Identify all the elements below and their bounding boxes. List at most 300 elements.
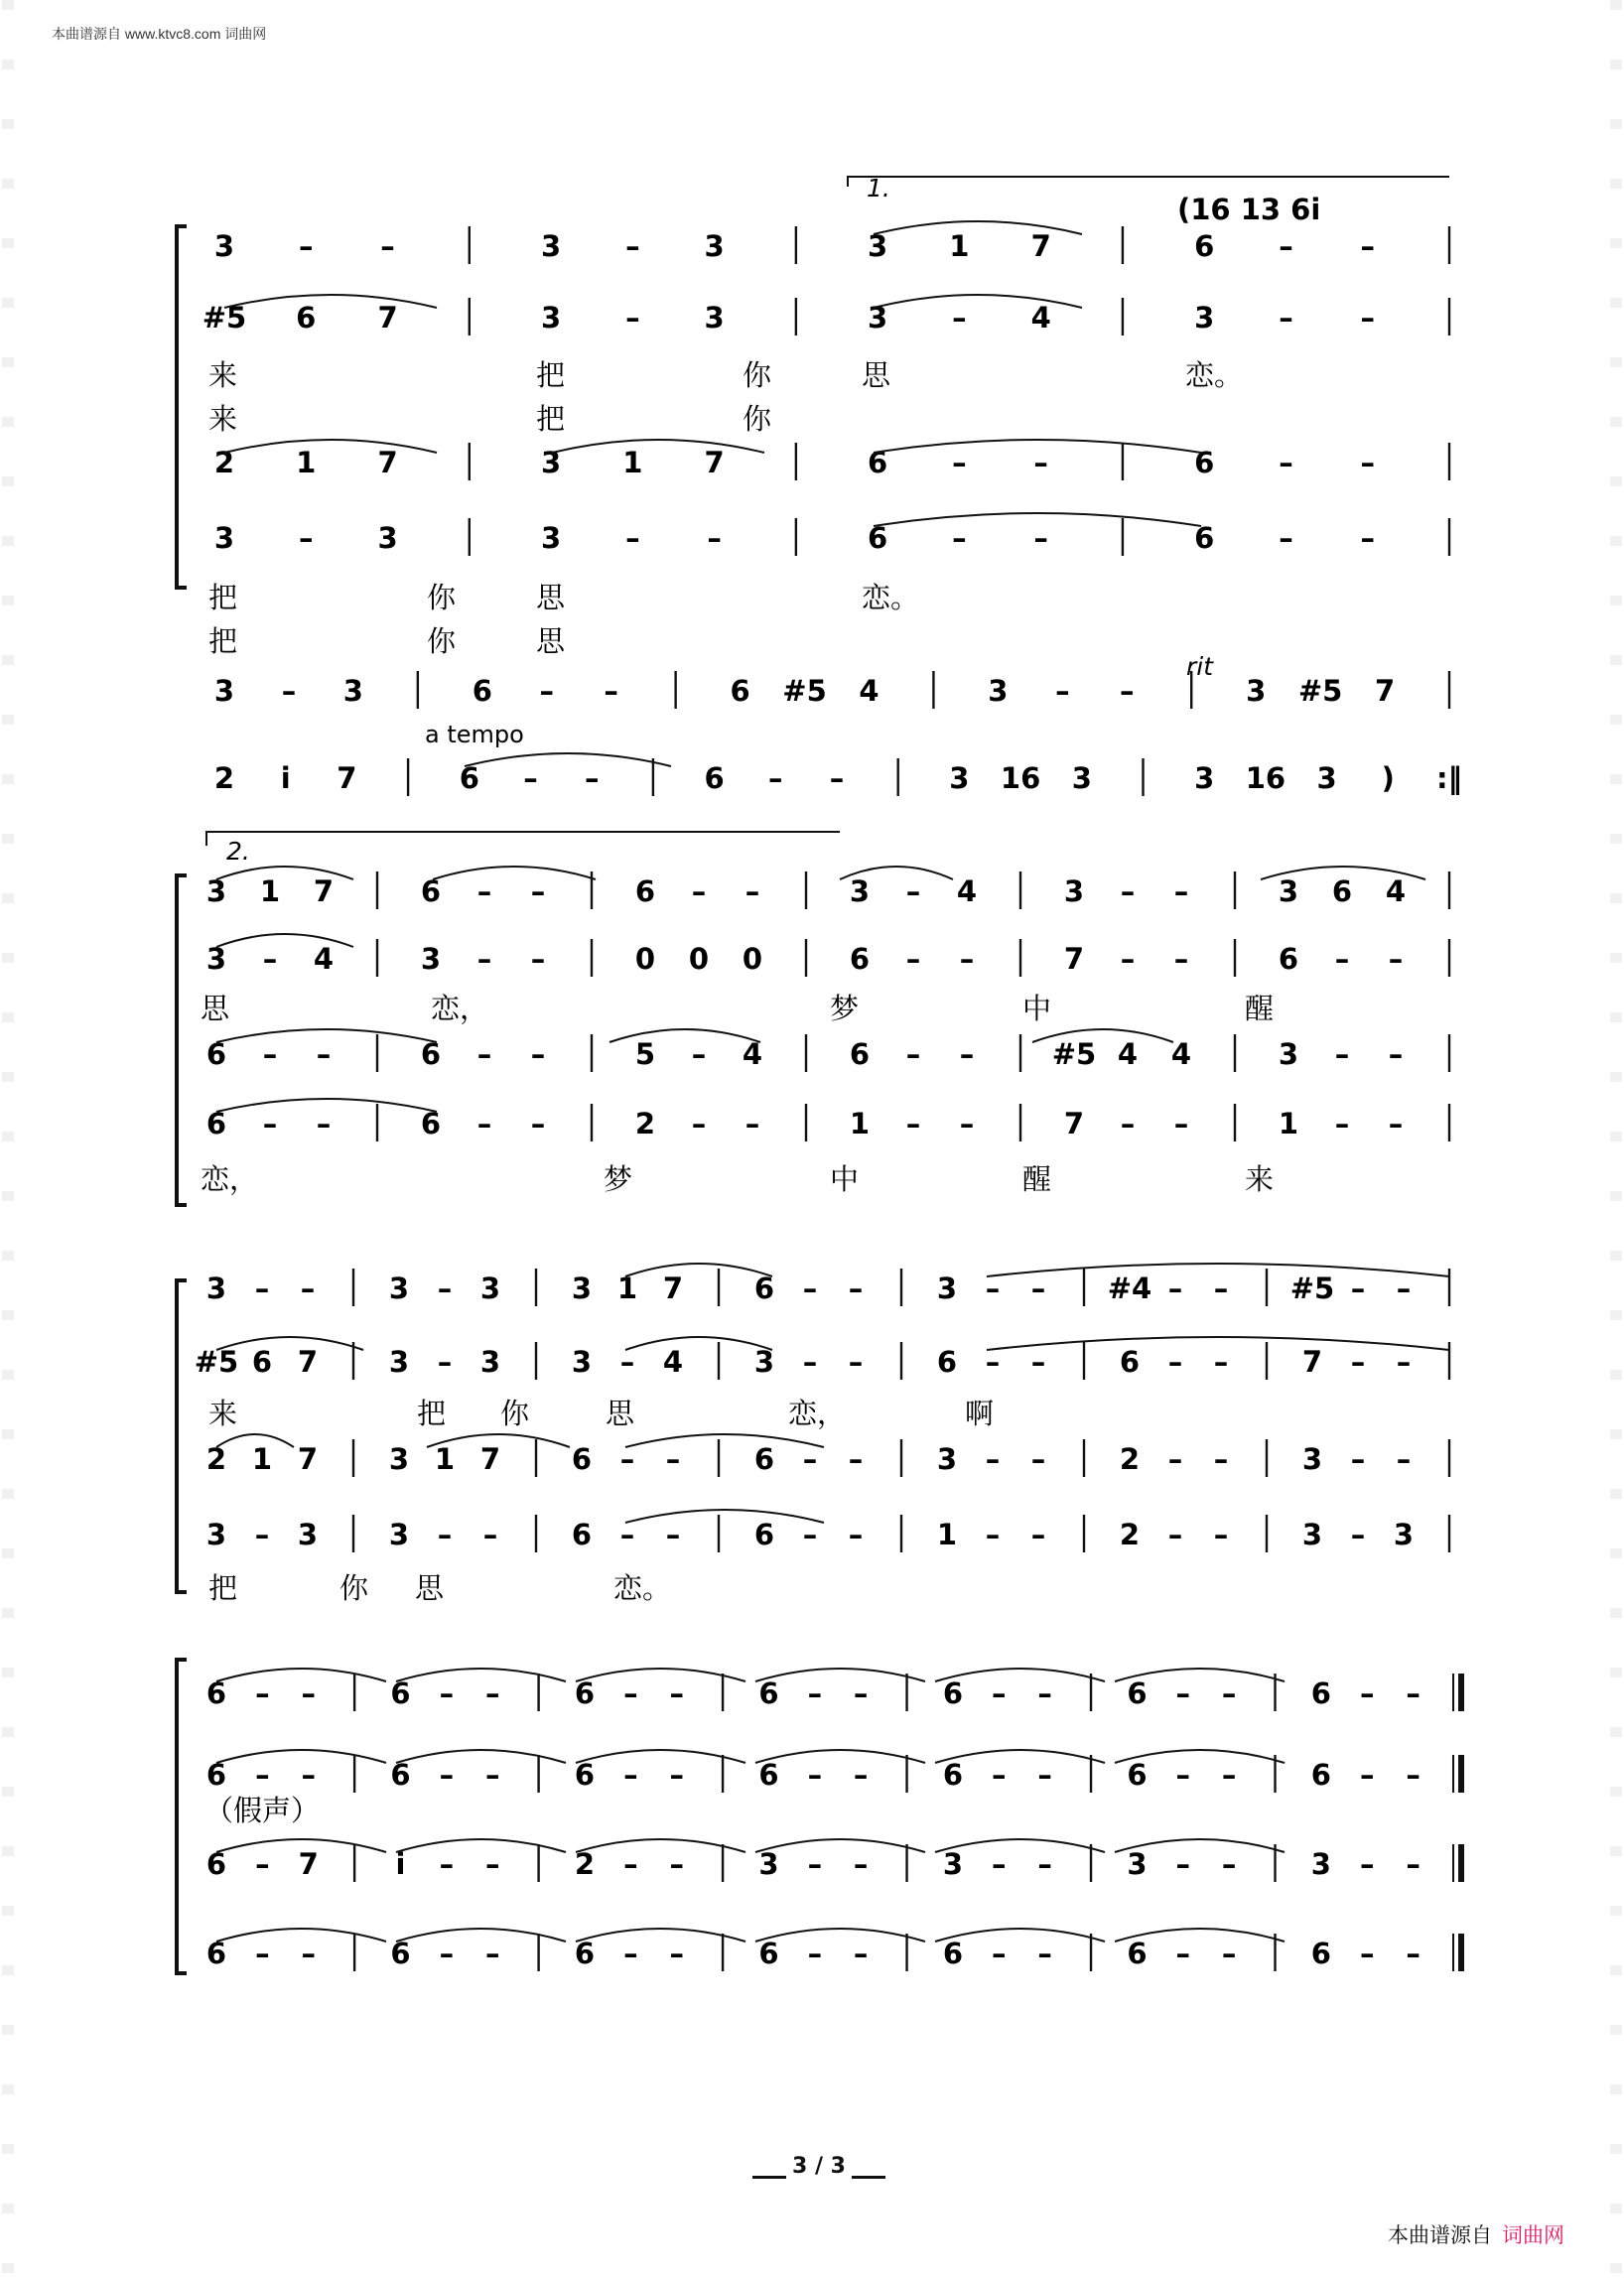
system4-row1-note: –	[1175, 1676, 1191, 1710]
system4-row2-note: –	[853, 1758, 869, 1792]
system4-row2-note: –	[484, 1758, 500, 1792]
system2-row1-note: 4	[956, 874, 978, 908]
interlude-row1-note: 3	[988, 674, 1009, 708]
system2-row2-note: –	[959, 942, 975, 976]
system3-row3-note: 2	[205, 1442, 227, 1476]
system3-row2-note: –	[437, 1345, 453, 1379]
system3-row2-note: 6	[251, 1345, 273, 1379]
system2-row1-note: 7	[313, 874, 335, 908]
system4-row1-note: 6	[758, 1676, 779, 1710]
system3-row3-note: –	[665, 1442, 681, 1476]
system1-row1-note: 7	[1030, 229, 1051, 263]
system1-row4-note: –	[1033, 521, 1048, 555]
system1-row1-note: –	[1279, 229, 1293, 263]
slur	[396, 1839, 566, 1852]
volta-1-label: 1.	[867, 174, 890, 202]
system1-row1-note: –	[299, 229, 314, 263]
system3-row1-note: 3	[205, 1272, 227, 1305]
system4-row2-note: –	[1175, 1758, 1191, 1792]
system1-lyric-a: 来	[208, 358, 238, 392]
system2-row3-note: 4	[742, 1037, 763, 1071]
system1-lyric-d: 你	[427, 624, 457, 658]
slur	[755, 1929, 925, 1942]
system1-row3-note: –	[1033, 446, 1048, 479]
system4-row4-note: –	[853, 1937, 869, 1970]
system1-row1-note: 3	[213, 229, 235, 263]
system3-row2-note: 3	[388, 1345, 410, 1379]
system3-row3-note: –	[619, 1442, 635, 1476]
system3-row1-note: –	[848, 1272, 864, 1305]
interlude-row1-note: 6	[730, 674, 750, 708]
system3-row1-note: #4	[1107, 1272, 1152, 1305]
system4-row2-note: –	[439, 1758, 455, 1792]
system1-row1-note: –	[380, 229, 395, 263]
system2-row4-note: –	[1388, 1107, 1404, 1140]
system4-row4-note: –	[1221, 1937, 1237, 1970]
interlude-row2-note: –	[584, 761, 600, 795]
system4-row2-note: 6	[574, 1758, 596, 1792]
system3-lyric-top: 来	[208, 1397, 238, 1430]
system2-row3-note: 4	[1117, 1037, 1139, 1071]
system1-lyric-a: 恋。	[1185, 358, 1244, 392]
system4-row3-note: i	[395, 1847, 406, 1881]
system-bracket	[177, 1280, 187, 1592]
system2-row4-note: –	[691, 1107, 707, 1140]
system4-row4-note: 6	[390, 1937, 411, 1970]
interlude-row2-note: 2	[213, 761, 235, 795]
system2-row1-note: 4	[1385, 874, 1407, 908]
system4-row4-note: –	[301, 1937, 316, 1970]
system1-row2-note: 4	[1030, 301, 1051, 335]
system1-row1-note: 6	[1194, 229, 1215, 263]
system4-row2-note: –	[669, 1758, 684, 1792]
system2-row2-note: 4	[313, 942, 335, 976]
system3-row1-note: –	[985, 1272, 1001, 1305]
system1-row2-note: 3	[540, 301, 562, 335]
system-bracket	[177, 226, 187, 588]
system4-row3-note: –	[1175, 1847, 1191, 1881]
system2-row3-note: 4	[1170, 1037, 1192, 1071]
system4-row4-note: 6	[205, 1937, 227, 1970]
system3-row1-note: –	[300, 1272, 316, 1305]
system4-row2-note: 6	[942, 1758, 964, 1792]
system3-row1-note: 3	[479, 1272, 501, 1305]
system4-row1-note: –	[1360, 1676, 1375, 1710]
system1-row4-note: –	[1360, 521, 1375, 555]
system2-row4-note: –	[959, 1107, 975, 1140]
interlude-row2-note: 16	[1000, 761, 1041, 795]
system1-row3-note: 7	[377, 446, 398, 479]
system2-row4-note: –	[1120, 1107, 1136, 1140]
system2-row4-note: 7	[1063, 1107, 1085, 1140]
system2-row1-note: –	[530, 874, 546, 908]
system2-row4-note: –	[262, 1107, 278, 1140]
system2-row1-note: 3	[849, 874, 871, 908]
system3-row1-note: –	[1350, 1272, 1366, 1305]
system1-row2-note: 3	[1194, 301, 1215, 335]
system2-row3-note: 6	[205, 1037, 227, 1071]
system1-lyric-a: 思	[862, 358, 891, 392]
slur	[396, 1750, 566, 1763]
system4-row1-note: –	[301, 1676, 316, 1710]
system3-row3-note: 2	[1119, 1442, 1141, 1476]
system3-row4-note: 3	[1393, 1518, 1415, 1551]
system1-lyric-d: 思	[536, 624, 566, 658]
system4-row3-note: 3	[1127, 1847, 1148, 1881]
system4-row4-note: –	[1406, 1937, 1421, 1970]
intro-motif: (16 13 6i	[1177, 193, 1321, 226]
system1-lyric-b: 来	[208, 402, 238, 436]
a-tempo-marking: a tempo	[425, 721, 524, 748]
system1-row2-note: 3	[704, 301, 725, 335]
system3-lyric-top: 把	[417, 1397, 447, 1430]
system3-row4-note: –	[482, 1518, 498, 1551]
interlude-row2-note: 3	[1316, 761, 1337, 795]
system2-row2-note: –	[1334, 942, 1350, 976]
system2-row3-note: –	[1388, 1037, 1404, 1071]
system4-row3-note: –	[992, 1847, 1007, 1881]
interlude-row1-note: –	[1120, 674, 1135, 708]
system2-lyric-top: 思	[201, 992, 230, 1025]
system3-row3-note: 1	[251, 1442, 273, 1476]
slur	[625, 1264, 772, 1276]
footer-site-link[interactable]: 词曲网	[1502, 2223, 1564, 2247]
system2-lyric-bottom: 醒	[1022, 1162, 1052, 1196]
system4-row1-note: –	[853, 1676, 869, 1710]
interlude-row2-note: 6	[459, 761, 479, 795]
slur	[625, 1510, 824, 1523]
interlude-row1-note: 3	[1246, 674, 1267, 708]
system3-row2-note: 3	[479, 1345, 501, 1379]
system4-row4-note: 6	[758, 1937, 779, 1970]
system2-row3-note: –	[530, 1037, 546, 1071]
system3-row1-note: 3	[388, 1272, 410, 1305]
system3-row3-note: 3	[1301, 1442, 1323, 1476]
slur	[576, 1750, 745, 1763]
system3-lyric-top: 思	[606, 1397, 635, 1430]
system2-row1-note: 3	[205, 874, 227, 908]
system2-row3-note: 3	[1278, 1037, 1299, 1071]
system4-row4-note: –	[1360, 1937, 1375, 1970]
system2-row2-note: 0	[742, 942, 763, 976]
system3-row4-note: –	[848, 1518, 864, 1551]
system4-row1-note: –	[484, 1676, 500, 1710]
system3-row3-note: –	[1396, 1442, 1412, 1476]
system1-lyric-c: 你	[427, 581, 457, 614]
system3-row4-note: –	[1167, 1518, 1183, 1551]
interlude-row2-note: 16	[1245, 761, 1286, 795]
system3-row2-note: –	[619, 1345, 635, 1379]
system1-row3-note: 6	[868, 446, 888, 479]
system2-row4-note: 6	[205, 1107, 227, 1140]
system3-row3-note: 3	[388, 1442, 410, 1476]
system3-row2-note: –	[1030, 1345, 1046, 1379]
system3-row2-note: –	[1350, 1345, 1366, 1379]
system3-row2-note: –	[985, 1345, 1001, 1379]
system4-row3-note: –	[669, 1847, 684, 1881]
system4-row1-note: 6	[942, 1676, 964, 1710]
system3-lyric-bottom: 你	[339, 1571, 369, 1605]
interlude-row1-note: 3	[342, 674, 363, 708]
system2-row1-note: –	[476, 874, 492, 908]
slur	[609, 1029, 760, 1042]
interlude-row1-note: 4	[859, 674, 880, 708]
system2-row2-note: 0	[688, 942, 710, 976]
system3-row2-note: –	[1213, 1345, 1229, 1379]
system1-row1-note: 3	[868, 229, 888, 263]
footer-source	[1388, 2219, 1564, 2249]
slur	[433, 867, 596, 879]
system4-row2-note: 6	[205, 1758, 227, 1792]
system1-row2-note: #5	[202, 301, 247, 335]
interlude-row2-note: i	[280, 761, 291, 795]
system3-row4-note: –	[1213, 1518, 1229, 1551]
system1-row3-note: 6	[1194, 446, 1215, 479]
system4-row4-note: 6	[942, 1937, 964, 1970]
system3-row1-note: –	[1396, 1272, 1412, 1305]
falsetto-marking: （假声）	[204, 1794, 321, 1827]
system4-row3-note: –	[439, 1847, 455, 1881]
system4-row4-note: 6	[1127, 1937, 1148, 1970]
system2-row4-note: –	[476, 1107, 492, 1140]
slur	[576, 1929, 745, 1942]
system1-row2-note: 6	[296, 301, 317, 335]
system3-row2-note: –	[802, 1345, 818, 1379]
system4-row2-note: 6	[1127, 1758, 1148, 1792]
system1-row3-note: 2	[213, 446, 235, 479]
system3-row1-note: 3	[571, 1272, 593, 1305]
system4-row3-note: 6	[205, 1847, 227, 1881]
system2-row4-note: –	[905, 1107, 921, 1140]
system2-row4-note: 1	[849, 1107, 871, 1140]
interlude-row2-note: 3	[1071, 761, 1092, 795]
system1-lyric-b: 把	[536, 402, 566, 436]
interlude-row2-note: –	[829, 761, 845, 795]
system2-lyric-bottom: 梦	[604, 1162, 633, 1196]
system1-row1-note: 3	[704, 229, 725, 263]
system4-row1-note: –	[669, 1676, 684, 1710]
slur	[625, 1337, 772, 1350]
slur	[224, 440, 437, 453]
system1-row4-note: 6	[1194, 521, 1215, 555]
system3-row4-note: –	[254, 1518, 270, 1551]
slur	[576, 1669, 745, 1681]
system2-row4-note: 2	[634, 1107, 656, 1140]
system1-row3-note: –	[1360, 446, 1375, 479]
system1-lyric-a: 把	[536, 358, 566, 392]
system4-row2-note: –	[1360, 1758, 1375, 1792]
system3-row3-note: 3	[936, 1442, 958, 1476]
system3-row4-note: –	[1350, 1518, 1366, 1551]
system3-row3-note: –	[802, 1442, 818, 1476]
system2-lyric-bottom: 来	[1245, 1162, 1275, 1196]
slur	[576, 1839, 745, 1852]
system3-row4-note: 6	[753, 1518, 775, 1551]
interlude-row2-note: )	[1381, 761, 1395, 795]
system2-lyric-top: 醒	[1245, 992, 1275, 1025]
system4-row3-note: –	[1221, 1847, 1237, 1881]
interlude-row1-note: –	[604, 674, 618, 708]
system3-row4-note: –	[802, 1518, 818, 1551]
system4-row2-note: 6	[390, 1758, 411, 1792]
system2-row1-note: –	[1120, 874, 1136, 908]
interlude-row2-note: –	[768, 761, 783, 795]
interlude-row2-note: –	[523, 761, 538, 795]
system3-row4-note: –	[1030, 1518, 1046, 1551]
system2-row3-note: 6	[849, 1037, 871, 1071]
system4-row2-note: –	[623, 1758, 638, 1792]
system4-row2-note: –	[1037, 1758, 1052, 1792]
system4-row3-note: –	[807, 1847, 823, 1881]
volta-1-bracket	[848, 177, 1449, 187]
system4-row1-note: 6	[205, 1676, 227, 1710]
system2-row3-note: –	[262, 1037, 278, 1071]
system3-row4-note: –	[985, 1518, 1001, 1551]
interlude-row2-note: :‖	[1435, 761, 1463, 795]
system4-row2-note: 6	[758, 1758, 779, 1792]
system2-row4-note: –	[316, 1107, 332, 1140]
system2-lyric-top: 梦	[830, 992, 860, 1025]
system3-row2-note: 7	[1301, 1345, 1323, 1379]
slur	[755, 1750, 925, 1763]
system3-row3-note: 1	[434, 1442, 456, 1476]
page-number: 3 / 3	[746, 2154, 891, 2179]
system2-lyric-top: 中	[1022, 992, 1052, 1025]
system4-row3-note: –	[1037, 1847, 1052, 1881]
system2-row3-note: –	[905, 1037, 921, 1071]
system2-row2-note: –	[1388, 942, 1404, 976]
system1-lyric-a: 你	[743, 358, 772, 392]
system3-row1-note: 7	[662, 1272, 684, 1305]
system1-row4-note: –	[1279, 521, 1293, 555]
system2-row4-note: 1	[1278, 1107, 1299, 1140]
system3-row2-note: #5	[194, 1345, 239, 1379]
system3-row2-note: 3	[753, 1345, 775, 1379]
system2-row2-note: –	[905, 942, 921, 976]
system4-row3-note: –	[1406, 1847, 1421, 1881]
system2-row2-note: 7	[1063, 942, 1085, 976]
system2-row4-note: –	[744, 1107, 760, 1140]
system4-row3-note: 3	[758, 1847, 779, 1881]
system3-row1-note: –	[437, 1272, 453, 1305]
system4-row4-note: –	[807, 1937, 823, 1970]
system2-row2-note: 0	[634, 942, 656, 976]
interlude-row2-note: 3	[1194, 761, 1215, 795]
system3-row1-note: #5	[1289, 1272, 1335, 1305]
volta-2-bracket	[206, 832, 840, 846]
system3-row4-note: 6	[571, 1518, 593, 1551]
system1-row4-note: –	[707, 521, 722, 555]
system1-row1-note: –	[625, 229, 640, 263]
system2-row3-note: –	[476, 1037, 492, 1071]
slur	[552, 440, 764, 453]
system4-row3-note: 3	[1310, 1847, 1331, 1881]
system3-row1-note: 3	[936, 1272, 958, 1305]
system1-row2-note: –	[1279, 301, 1293, 335]
system3-row4-note: 3	[205, 1518, 227, 1551]
system3-row1-note: –	[254, 1272, 270, 1305]
interlude-row1-note: –	[1055, 674, 1070, 708]
system3-row4-note: 1	[936, 1518, 958, 1551]
interlude-row1-note: –	[281, 674, 297, 708]
system1-lyric-c: 恋。	[862, 581, 920, 614]
system3-row2-note: 6	[936, 1345, 958, 1379]
slur	[625, 1434, 824, 1447]
system3-lyric-bottom: 把	[208, 1571, 238, 1605]
system3-row4-note: 2	[1119, 1518, 1141, 1551]
system1-row3-note: 7	[704, 446, 725, 479]
interlude-row1-note: 7	[1374, 674, 1396, 708]
system2-lyric-bottom: 恋，	[201, 1162, 259, 1196]
system3-row4-note: –	[619, 1518, 635, 1551]
system3-row3-note: –	[1030, 1442, 1046, 1476]
system4-row4-note: –	[439, 1937, 455, 1970]
system1-row4-note: 3	[213, 521, 235, 555]
system1-row4-note: –	[299, 521, 314, 555]
system4-row2-note: –	[1221, 1758, 1237, 1792]
system3-lyric-bottom: 思	[415, 1571, 445, 1605]
system3-row3-note: –	[1213, 1442, 1229, 1476]
system1-row2-note: –	[952, 301, 967, 335]
interlude-row1-note: #5	[1297, 674, 1343, 708]
system4-row1-note: 6	[1310, 1676, 1331, 1710]
system2-row1-note: 3	[1278, 874, 1299, 908]
footer-source-label: 本曲谱源自	[1388, 2223, 1492, 2247]
system4-row4-note: –	[255, 1937, 270, 1970]
system1-lyric-c: 思	[536, 581, 566, 614]
system2-row2-note: 6	[1278, 942, 1299, 976]
system2-row2-note: 6	[849, 942, 871, 976]
system1-row2-note: 7	[377, 301, 398, 335]
system4-row4-note: –	[1037, 1937, 1052, 1970]
system1-row4-note: –	[625, 521, 640, 555]
system2-lyric-top: 恋，	[431, 992, 489, 1025]
system4-row2-note: –	[992, 1758, 1007, 1792]
system1-row2-note: –	[1360, 301, 1375, 335]
system4-row1-note: 6	[1127, 1676, 1148, 1710]
system1-row4-note: –	[952, 521, 967, 555]
system4-row3-note: 3	[942, 1847, 964, 1881]
system4-row1-note: –	[439, 1676, 455, 1710]
system2-row1-note: 6	[420, 874, 442, 908]
system1-lyric-b: 你	[743, 402, 772, 436]
system2-row1-note: –	[1173, 874, 1189, 908]
system4-row4-note: –	[669, 1937, 684, 1970]
system4-row1-note: –	[992, 1676, 1007, 1710]
system3-row4-note: 3	[1301, 1518, 1323, 1551]
system4-row1-note: –	[1221, 1676, 1237, 1710]
slur	[224, 295, 437, 308]
system2-lyric-bottom: 中	[830, 1162, 860, 1196]
system4-row2-note: –	[807, 1758, 823, 1792]
system4-row1-note: –	[255, 1676, 270, 1710]
system3-row2-note: 7	[297, 1345, 319, 1379]
system2-row4-note: 6	[420, 1107, 442, 1140]
system3-row4-note: –	[665, 1518, 681, 1551]
system1-row1-note: 1	[949, 229, 970, 263]
slur	[396, 1669, 566, 1681]
system4-row2-note: 6	[1310, 1758, 1331, 1792]
slur	[396, 1929, 566, 1942]
system2-row1-note: –	[691, 874, 707, 908]
system4-row1-note: –	[807, 1676, 823, 1710]
system3-row2-note: –	[1396, 1345, 1412, 1379]
system4-row3-note: –	[484, 1847, 500, 1881]
interlude-row1-note: –	[539, 674, 554, 708]
system3-lyric-top: 你	[500, 1397, 530, 1430]
system3-row3-note: –	[848, 1442, 864, 1476]
system4-row4-note: 6	[1310, 1937, 1331, 1970]
